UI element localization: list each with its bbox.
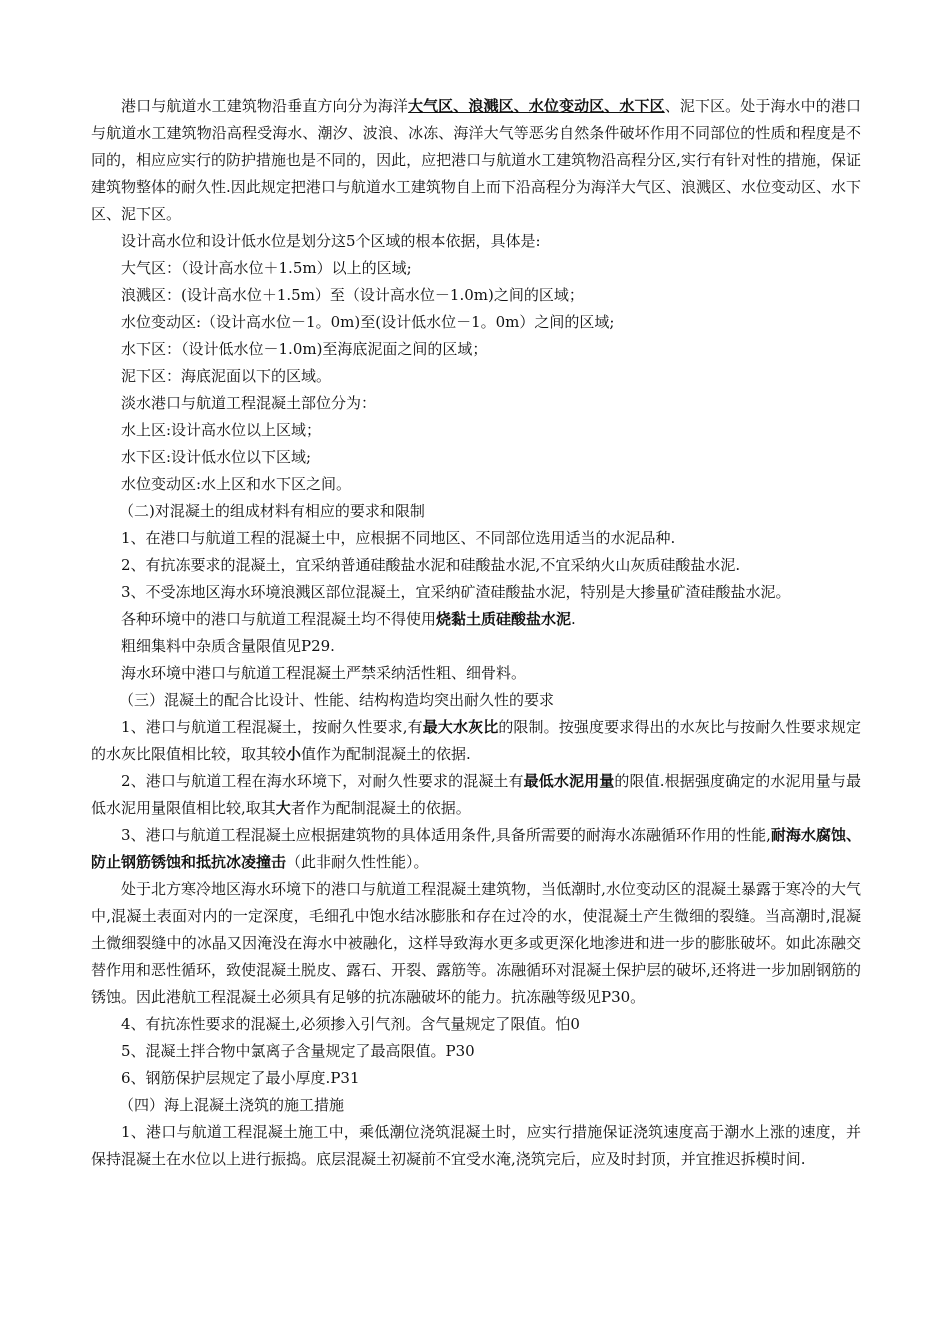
text: . (571, 610, 576, 628)
intro-paragraph (91, 93, 861, 228)
text: 1、港口与航道工程混凝土，按耐久性要求,有 (121, 718, 423, 736)
zone-line: 水下区：（设计低水位－1.0m)至海底泥面之间的区域； (121, 340, 488, 358)
section-3-item (91, 822, 861, 876)
section-2-item: 3、不受冻地区海水环境浪溅区部位混凝土，宜采纳矿渣硅酸盐水泥，特别是大掺量矿渣硅酸盐水泥。 (121, 583, 791, 601)
zone-line: 水位变动区:水上区和水下区之间。 (121, 475, 352, 493)
section-3-item: 6、钢筋保护层规定了最小厚度.P31 (121, 1069, 360, 1087)
zone-line: 水位变动区:（设计高水位－1。0m)至(设计低水位－1。0m）之间的区域; (121, 313, 615, 331)
bold-text: 最低水泥用量 (523, 772, 615, 790)
section-2-item: 1、在港口与航道工程的混凝土中，应根据不同地区、不同部位选用适当的水泥品种. (121, 529, 676, 547)
zone-line: 淡水港口与航道工程混凝土部位分为： (121, 394, 377, 412)
text: （此非耐久性性能）。 (286, 853, 429, 871)
section-2-item: 粗细集料中杂质含量限值见P29. (121, 637, 335, 655)
zone-line: 浪溅区：(设计高水位＋1.5m）至（设计高水位－1.0m)之间的区域； (121, 286, 584, 304)
zone-line: 水下区:设计低水位以下区域; (121, 448, 312, 466)
section-2-item: 2、有抗冻要求的混凝土，宜采纳普通硅酸盐水泥和硅酸盐水泥,不宜采纳火山灰质硅酸盐水泥. (121, 556, 741, 574)
bold-text: 小 (286, 745, 302, 763)
section-3-item (91, 768, 861, 822)
bold-text: 最大水灰比 (422, 718, 499, 736)
zone-line: 大气区：（设计高水位＋1.5m）以上的区域; (121, 259, 412, 277)
text: 3、港口与航道工程混凝土应根据建筑物的具体适用条件,具备所需要的耐海水冻融循环作用的性能, (121, 826, 771, 844)
section-2-title: （二)对混凝土的组成材料有相应的要求和限制 (119, 502, 425, 520)
freeze-thaw-paragraph: 处于北方寒冷地区海水环境下的港口与航道工程混凝土建筑物，当低潮时,水位变动区的混凝土暴露于寒冷的大气中,混凝土表面对内的一定深度，毛细孔中饱水结冰膨胀和存在过冷的水，使混凝土产生微细的裂缝。当高潮时,混凝土微细裂缝中的冰晶又因淹没在海水中被融化，这样导致海水更多或更深化地渗进和进一步的膨胀破坏。如此冻融交替作用和恶性循环，致使混凝土脱皮、露石、开裂、露筋等。冻融循环对混凝土保护层的破坏,还将进一步加剧钢筋的锈蚀。因此港航工程混凝土必须具有足够的抗冻融破坏的能力。抗冻融等级见P30。 (91, 880, 861, 1006)
zone-basis-line: 设计高水位和设计低水位是划分这5个区域的根本依据，具体是: (121, 232, 541, 250)
section-3-item: 4、有抗冻性要求的混凝土,必须掺入引气剂。含气量规定了限值。怕0 (121, 1015, 580, 1033)
zone-line: 水上区:设计高水位以上区域； (121, 421, 322, 439)
section-4-title: （四）海上混凝土浇筑的施工措施 (119, 1096, 345, 1114)
intro-zones-underlined: 大气区、浪溅区、水位变动区、水下区 (407, 97, 665, 115)
section-3-item: 5、混凝土拌合物中氯离子含量规定了最高限值。P30 (121, 1042, 475, 1060)
section-3-item (91, 714, 861, 768)
text: 的限值.根据强度确定的水泥用量与最低水泥用量限值相比较,取其 (91, 772, 861, 817)
text: 者作为配制混凝土的依据。 (290, 799, 471, 817)
bold-text: 烧黏土质硅酸盐水泥 (436, 610, 572, 628)
document-page (91, 93, 861, 1173)
zone-line: 泥下区：海底泥面以下的区域。 (121, 367, 332, 385)
bold-text: 大 (275, 799, 291, 817)
text: 的限制。按强度要求得出的水灰比与按耐久性要求规定的水灰比限值相比较，取其较 (91, 718, 861, 763)
bold-text: 耐海水腐蚀、防止钢筋锈蚀和抵抗冰凌撞击 (91, 826, 861, 871)
section-2-item (91, 606, 861, 633)
text: 值作为配制混凝土的依据. (301, 745, 471, 763)
section-2-item: 海水环境中港口与航道工程混凝土严禁采纳活性粗、细骨料。 (121, 664, 527, 682)
intro-text-b: 、泥下区。处于海水中的港口与航道水工建筑物沿高程受海水、潮汐、波浪、冰冻、海洋大气等恶劣自然条件破坏作用不同部位的性质和程度是不同的，相应应实行的防护措施也是不同的，因此，应把港口与航道水工建筑物沿高程分区,实行有针对性的措施，保证建筑物整体的耐久性.因此规定把港口与航道水工建筑物自上而下沿高程分为海洋大气区、浪溅区、水位变动区、水下区、泥下区。 (91, 97, 861, 223)
section-4-item: 1、港口与航道工程混凝土施工中，乘低潮位浇筑混凝土时，应实行措施保证浇筑速度高于潮水上涨的速度，并保持混凝土在水位以上进行振捣。底层混凝土初凝前不宜受水淹,浇筑完后，应及时封顶，并宜推迟拆模时间. (91, 1123, 861, 1168)
text: 各种环境中的港口与航道工程混凝土均不得使用 (121, 610, 437, 628)
section-3-title: （三）混凝土的配合比设计、性能、结构构造均突出耐久性的要求 (119, 691, 555, 709)
text: 2、港口与航道工程在海水环境下，对耐久性要求的混凝土有 (121, 772, 524, 790)
intro-text-a: 港口与航道水工建筑物沿垂直方向分为海洋 (121, 97, 408, 115)
